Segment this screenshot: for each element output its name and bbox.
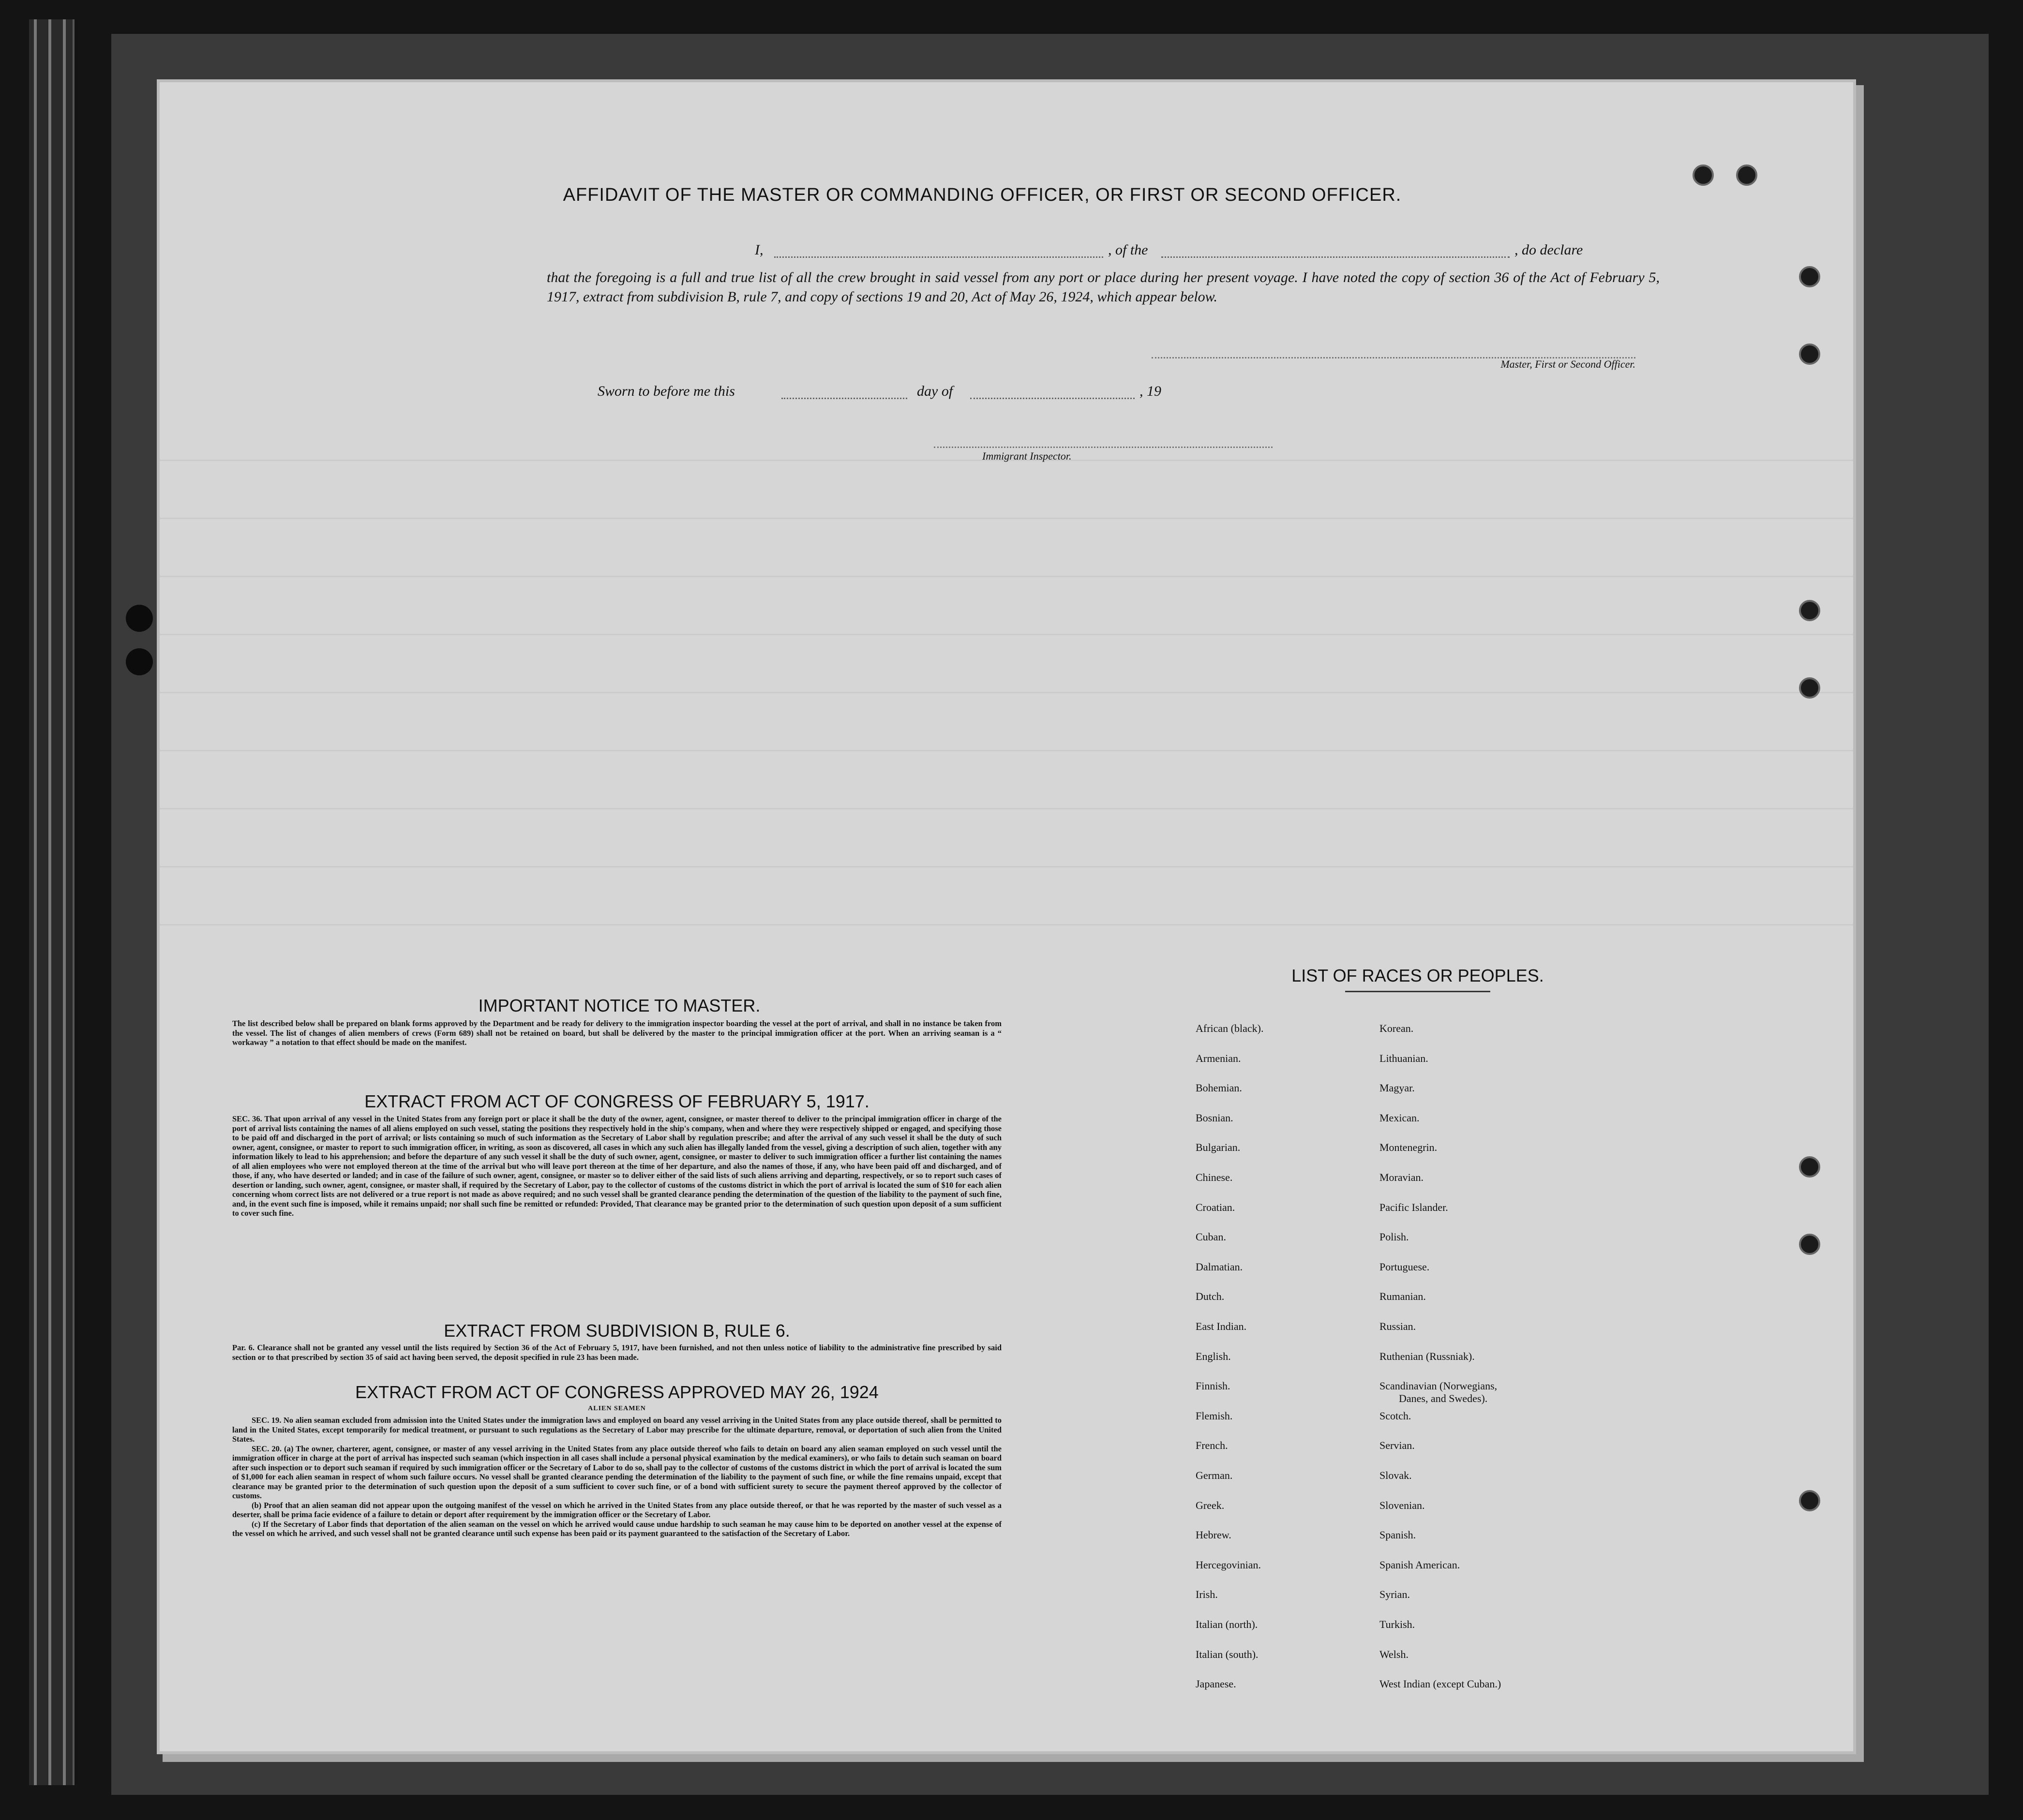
race-item: Hercegovinian. <box>1196 1558 1261 1571</box>
race-item: Montenegrin. <box>1379 1141 1438 1154</box>
race-item: Spanish American. <box>1379 1558 1460 1571</box>
sworn-day: day of <box>917 383 953 399</box>
master-signature-label: Master, First or Second Officer. <box>1500 358 1635 370</box>
sec19-text: SEC. 19. No alien seaman excluded from admission into the United States under the immigration laws and employed on board any vessel arriving in the United States from any place outside thereof, shall be permitted to land in the United States, except temporarily for medical treatment, or pursuant to such regulations as the Secretary of Labor may prescribe for the ultimate departure, removal, or deportation of such alien from the United States. <box>232 1416 1002 1444</box>
punch-hole-icon <box>1799 1234 1820 1255</box>
race-item: Irish. <box>1196 1588 1218 1601</box>
race-item: Italian (north). <box>1196 1618 1258 1630</box>
race-item: Pacific Islander. <box>1379 1201 1448 1213</box>
race-item: African (black). <box>1196 1022 1264 1034</box>
race-item: French. <box>1196 1439 1228 1452</box>
race-item: Dalmatian. <box>1196 1260 1243 1273</box>
affidavit-text: that the foregoing is a full and true list of all the crew brought in said vessel from any port or place during her present voyage. I have noted the copy of section 36 of the Act of February 5, 1917, extract from subdivision B, rule 7, and copy of sections 19 and 20, Act of May 26, 1924, which appear below. <box>547 269 1660 305</box>
race-item: Greek. <box>1196 1499 1225 1511</box>
race-item: Moravian. <box>1379 1171 1424 1183</box>
extract-1917-body: SEC. 36. That upon arrival of any vessel in the United States from any foreign port or place it shall be the duty of the owner, agent, consignee, or master thereof to deliver to the principal immigration officer in charge of the port of arrival lists containing the names of all aliens employed on such vessel, stating the positions they respectively hold in the ship's company, when and where they were respectively shipped or engaged, and specifying those to be paid off and discharged in the port of arrival; or lists containing so much of such information as the Secretary of Labor shall by regulation prescribe; and after the arrival of any such vessel it shall be the duty of such owner, agent, consignee, or master to report to such immigration officer, in writing, as soon as discovered, all cases in which any such alien has illegally landed from the vessel, giving a description of such alien, together with any information likely to lead to his apprehension; and before the departure of any such vessel it shall be the duty of such owner, agent, consignee, or master to deliver to such immigration officer a further list containing the names of all alien employees who were not employed thereon at the time of the arrival but who will leave port thereon at the time of her departure, and also the names of those, if any, who have been paid off and discharged, and of those, if any, who have deserted or landed; and in case of the failure of such owner, agent, consignee, or master so to deliver either of the said lists of such aliens arriving and departing, respectively, or so to report such cases of desertion or landing, such owner, agent, consignee, or master shall, if required by the Secretary of Labor, pay to the collector of customs of the customs district in which the port of arrival is located the sum of $10 for each alien concerning whom correct lists are not delivered or a true report is not made as above required; and no such vessel shall be granted clearance pending the determination of the question of the liability to the payment of such fine, and, in the event such fine is imposed, while it remains unpaid; nor shall such fine be remitted or refunded: Provided, That clearance may be granted prior to the determination of such question upon deposit of a sum sufficient to cover such fine. <box>232 1114 1002 1218</box>
inspector-signature-line <box>934 447 1273 448</box>
extract-1924-subtitle: ALIEN SEAMEN <box>588 1405 646 1412</box>
race-item: Syrian. <box>1379 1588 1410 1601</box>
punch-hole-icon <box>1799 343 1820 365</box>
binder-strip <box>29 19 75 1785</box>
race-item: Hebrew. <box>1196 1529 1231 1541</box>
races-title: LIST OF RACES OR PEOPLES. <box>1291 966 1544 985</box>
sec20a-text: SEC. 20. (a) The owner, charterer, agent, consignee, or master of any vessel arriving in the United States from any place outside thereof who fails to detain on board any alien seaman employed on such vessel until the immigration officer in charge at the port of arrival has inspected such seaman (which inspection in all cases shall include a personal physical examination by the medical examiners), or who fails to detain such seaman on board after such inspection or to deport such seaman if required by such immigration officer or the Secretary of Labor to do so, shall pay to the collector of customs of the customs district in which the port of arrival is located the sum of $1,000 for each alien seaman in respect of whom such failure occurs. No vessel shall be granted clearance pending the determination of the liability to the payment of such fine, or while the fine remains unpaid, except that clearance may be granted prior to the determination of such question upon the deposit of a sum sufficient to cover such fine, or of a bond with sufficient surety to secure the payment thereof approved by the collector of customs. <box>232 1444 1002 1500</box>
race-item: Ruthenian (Russniak). <box>1379 1350 1475 1362</box>
race-item: Bohemian. <box>1196 1082 1242 1094</box>
notice-body: The list described below shall be prepared on blank forms approved by the Department and be ready for delivery to the immigration inspector boarding the vessel at the port of arrival, and shall in no instance be taken from the vessel. The list of changes of alien members of crews (Form 689) shall not be retained on board, but shall be delivered by the master to the principal immigration officer at the port. When an arriving seaman is a “ workaway ” a notation to that effect should be made on the manifest. <box>232 1019 1002 1047</box>
punch-hole-icon <box>1736 164 1757 186</box>
race-item: Japanese. <box>1196 1678 1236 1690</box>
race-item: Scotch. <box>1379 1409 1411 1422</box>
race-item: Rumanian. <box>1379 1290 1426 1303</box>
race-item: Mexican. <box>1379 1111 1420 1124</box>
race-item: Finnish. <box>1196 1380 1230 1392</box>
manifest-page <box>160 82 1853 1751</box>
race-item: Bosnian. <box>1196 1111 1233 1124</box>
race-item: Chinese. <box>1196 1171 1233 1183</box>
race-item: Italian (south). <box>1196 1648 1259 1660</box>
punch-hole-icon <box>1799 677 1820 699</box>
race-item: Portuguese. <box>1379 1260 1430 1273</box>
race-item: West Indian (except Cuban.) <box>1379 1678 1501 1690</box>
affidavit-title: AFFIDAVIT OF THE MASTER OR COMMANDING OFFICER, OR FIRST OR SECOND OFFICER. <box>563 185 1402 205</box>
race-item: Bulgarian. <box>1196 1141 1241 1154</box>
race-item: Lithuanian. <box>1379 1052 1428 1064</box>
extract-rule6-title: EXTRACT FROM SUBDIVISION B, RULE 6. <box>444 1321 790 1341</box>
race-item: Croatian. <box>1196 1201 1235 1213</box>
punch-hole-icon <box>1799 1156 1820 1178</box>
sworn-prefix: Sworn to before me this <box>598 383 735 399</box>
race-item: Dutch. <box>1196 1290 1225 1303</box>
race-item: Servian. <box>1379 1439 1415 1452</box>
race-item: Polish. <box>1379 1231 1409 1243</box>
race-item: East Indian. <box>1196 1320 1247 1332</box>
race-item: Korean. <box>1379 1022 1414 1034</box>
extract-rule6-body: Par. 6. Clearance shall not be granted any vessel until the lists required by Section 36 of the Act of February 5, 1917, have been furnished, and not then unless notice of liability to the administrative fine prescribed by said section or to that prescribed by section 35 of said act having been served, the deposit specified in rule 23 has been made. <box>232 1343 1002 1362</box>
races-title-rule <box>1345 991 1490 992</box>
notice-title: IMPORTANT NOTICE TO MASTER. <box>478 996 761 1015</box>
sec20b-text: (b) Proof that an alien seaman did not appear upon the outgoing manifest of the vessel on which he arrived in the United States from any place outside thereof, or that he was reported by the master of such vessel as a deserter, shall be prima facie evidence of a failure to detain or deport after requirement by the immigration officer or the Secretary of Labor. <box>232 1500 1002 1519</box>
sec20c-text: (c) If the Secretary of Labor finds that deportation of the alien seaman on the vessel on which he arrived would cause undue hardship to such seaman he may cause him to be deported on another vessel at the expense of the vessel on which he arrived, and such vessel shall not be granted clearance until such expense has been paid or its payment guaranteed to the satisfaction of the Secretary of Labor. <box>232 1519 1002 1538</box>
race-item: Slovak. <box>1379 1469 1412 1481</box>
race-item: Armenian. <box>1196 1052 1241 1064</box>
punch-hole-icon <box>1799 266 1820 287</box>
punch-hole-icon <box>1799 600 1820 621</box>
affidavit-do-declare: , do declare <box>1514 242 1583 258</box>
race-item: Welsh. <box>1379 1648 1409 1660</box>
affidavit-i: I, <box>755 242 764 258</box>
race-item: Flemish. <box>1196 1409 1233 1422</box>
affidavit-declaration-line <box>595 242 1650 266</box>
affidavit-of-the: , of the <box>1108 242 1148 258</box>
extract-1924-body <box>232 1416 1002 1538</box>
race-item: Danes, and Swedes). <box>1399 1392 1488 1405</box>
race-item: Scandinavian (Norwegians, <box>1379 1380 1498 1392</box>
binder-hole-icon <box>126 605 153 632</box>
sworn-line <box>598 383 1227 403</box>
binder-hole-icon <box>126 648 153 675</box>
race-item: Spanish. <box>1379 1529 1416 1541</box>
sworn-year: , 19 <box>1139 383 1161 399</box>
race-item: Russian. <box>1379 1320 1416 1332</box>
race-item: Turkish. <box>1379 1618 1415 1630</box>
inspector-label: Immigrant Inspector. <box>982 450 1072 462</box>
extract-1924-title: EXTRACT FROM ACT OF CONGRESS APPROVED MAY 26, 1924 <box>355 1382 879 1402</box>
punch-hole-icon <box>1799 1490 1820 1511</box>
race-item: Magyar. <box>1379 1082 1415 1094</box>
race-item: Slovenian. <box>1379 1499 1425 1511</box>
race-item: German. <box>1196 1469 1233 1481</box>
race-item: Cuban. <box>1196 1231 1226 1243</box>
punch-hole-icon <box>1693 164 1714 186</box>
extract-1917-title: EXTRACT FROM ACT OF CONGRESS OF FEBRUARY 5, 1917. <box>364 1091 869 1111</box>
race-item: English. <box>1196 1350 1231 1362</box>
